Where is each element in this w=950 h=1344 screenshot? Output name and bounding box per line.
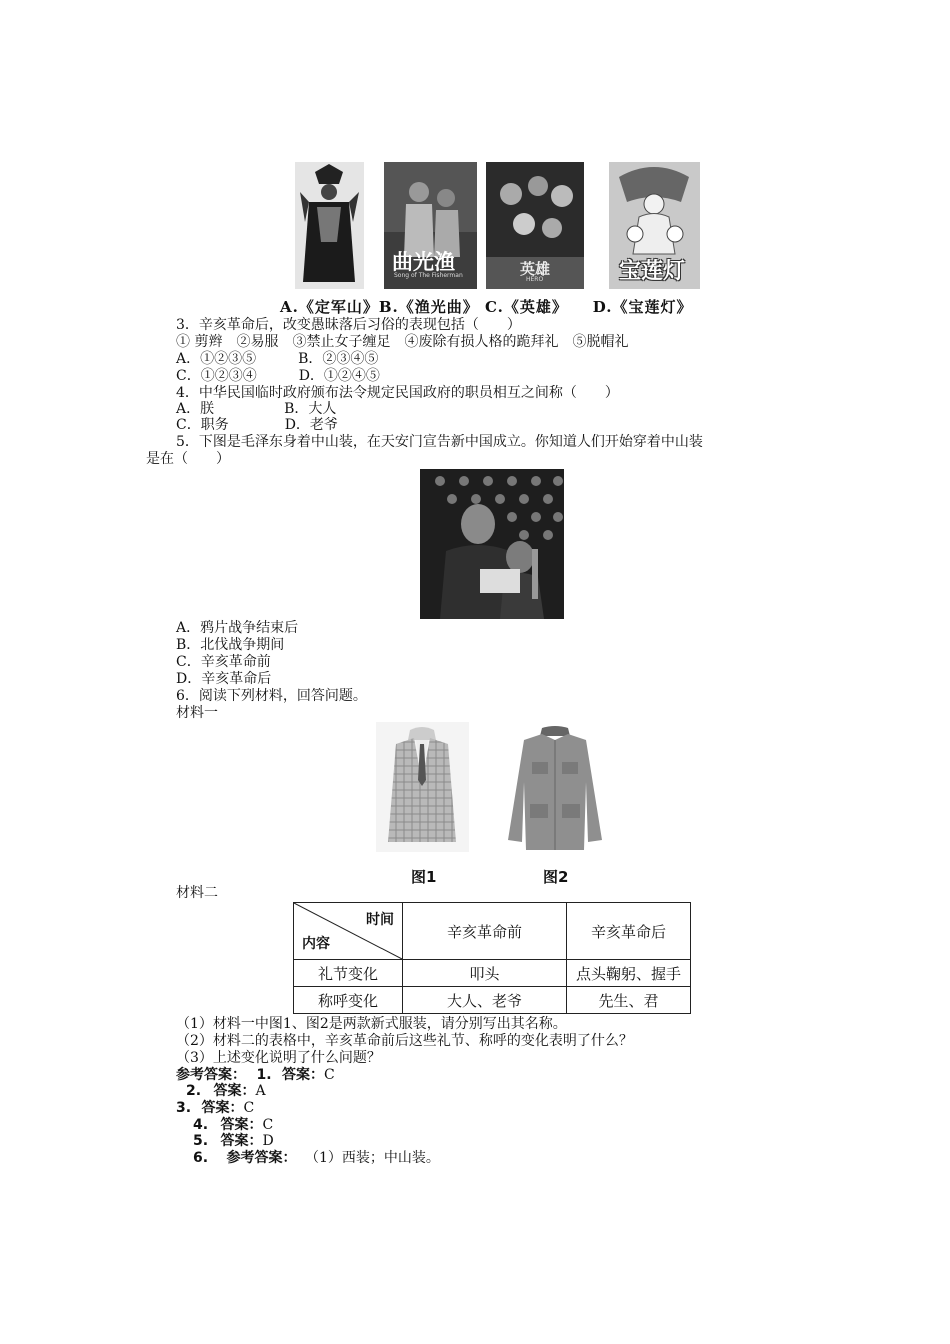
figure-2-caption: 图2 (543, 868, 569, 886)
answer-5-label: 答案： (220, 1133, 263, 1149)
answer-6-label: 参考答案： (226, 1150, 297, 1166)
row-after: 点头鞠躬、握手 (567, 960, 691, 987)
q5-option-a: A．鸦片战争结束后 (176, 620, 299, 636)
answer-6-number: 6. (193, 1150, 209, 1166)
q6-sub1: （1）材料一中图1、图2是两款新式服装，请分别写出其名称。 (176, 1016, 567, 1032)
answer-5 (193, 1133, 274, 1150)
table-header-row (294, 903, 691, 960)
answer-4-number: 4. (193, 1117, 209, 1133)
answer-1 (176, 1067, 335, 1084)
answer-5-value: D (262, 1133, 274, 1149)
image-zhongshan-suit (502, 722, 608, 852)
figure-1-caption: 图1 (411, 868, 437, 886)
table-corner-cell (294, 903, 403, 960)
poster-yingxiong (486, 162, 584, 289)
answer-1-number: 1. (256, 1067, 272, 1083)
answer-6-value: （1）西装；中山装。 (304, 1150, 440, 1166)
answer-5-number: 5. (193, 1133, 209, 1149)
poster-yingxiong-subtitle: HERO (526, 276, 544, 283)
corner-content: 内容 (302, 936, 330, 952)
answer-1-value: C (323, 1067, 335, 1083)
q3-items: ① 剪辫 ②易服 ③禁止女子缠足 ④废除有损人格的跪拜礼 ⑤脱帽礼 (176, 334, 629, 350)
q4-options-ab: A．朕 B．大人 (176, 401, 337, 417)
answer-4 (193, 1117, 273, 1134)
q5-stem-line1: 5．下图是毛泽东身着中山装，在天安门宣告新中国成立。你知道人们开始穿着中山装 (176, 434, 703, 450)
q4-options-cd: C．职务 D．老爷 (176, 417, 338, 433)
q3-options-ab: A．①②③⑤ B．②③④⑤ (176, 351, 379, 367)
material-one-label: 材料一 (176, 705, 218, 721)
q6-sub3: （3）上述变化说明了什么问题？ (176, 1050, 381, 1066)
answer-3-value: C (243, 1100, 255, 1116)
q4-stem: 4．中华民国临时政府颁布法令规定民国政府的职员相互之间称（ ） (176, 385, 619, 401)
poster-yuguangqu (384, 162, 477, 289)
q5-stem-line2: 是在（ ） (146, 451, 230, 467)
row-before: 大人、老爷 (403, 987, 567, 1014)
corner-time: 时间 (366, 912, 394, 928)
header-after: 辛亥革命后 (567, 903, 691, 960)
q3-options-cd: C．①②③④ D．①②④⑤ (176, 368, 380, 384)
table-row (294, 987, 691, 1014)
row-label: 礼节变化 (294, 960, 403, 987)
poster-yuguangqu-subtitle: Song of The Fisherman (394, 272, 463, 279)
answer-2 (186, 1083, 266, 1100)
poster-dingjunshan (295, 162, 364, 289)
comparison-table (293, 902, 691, 1014)
q3-stem: 3．辛亥革命后，改变愚昧落后习俗的表现包括（ ） (176, 317, 521, 333)
header-before: 辛亥革命前 (403, 903, 567, 960)
poster-yuguangqu-title: 曲光渔 (392, 250, 455, 274)
q5-option-c: C．辛亥革命前 (176, 654, 271, 670)
answer-3-label: 答案： (201, 1100, 244, 1116)
poster-baoliandeng-title: 宝莲灯 (619, 259, 686, 284)
answer-1-label: 答案： (281, 1067, 324, 1083)
image-western-suit (376, 722, 469, 852)
row-after: 先生、君 (567, 987, 691, 1014)
row-label: 称呼变化 (294, 987, 403, 1014)
answer-6 (193, 1150, 440, 1167)
poster-caption: A.《定军山》B.《渔光曲》 C.《英雄》 D.《宝莲灯》 (280, 298, 693, 316)
answer-2-value: A (255, 1083, 266, 1099)
answer-3-number: 3. (176, 1100, 192, 1116)
q5-option-d: D．辛亥革命后 (176, 671, 272, 687)
answer-3 (176, 1100, 254, 1117)
answer-4-value: C (262, 1117, 274, 1133)
q6-sub2: （2）材料二的表格中，辛亥革命前后这些礼节、称呼的变化表明了什么？ (176, 1033, 633, 1049)
row-before: 叩头 (403, 960, 567, 987)
material-two-label: 材料二 (176, 885, 218, 901)
answers-heading: 参考答案： (176, 1067, 246, 1083)
answer-2-number: 2. (186, 1083, 202, 1099)
poster-baoliandeng (609, 162, 700, 289)
table-row (294, 960, 691, 987)
poster-yingxiong-title: 英雄 (520, 260, 551, 278)
q5-option-b: B．北伐战争期间 (176, 637, 285, 653)
q6-stem: 6．阅读下列材料，回答问题。 (176, 688, 367, 704)
photo-founding-ceremony (420, 469, 564, 619)
answer-2-label: 答案： (213, 1083, 256, 1099)
answer-4-label: 答案： (220, 1117, 263, 1133)
